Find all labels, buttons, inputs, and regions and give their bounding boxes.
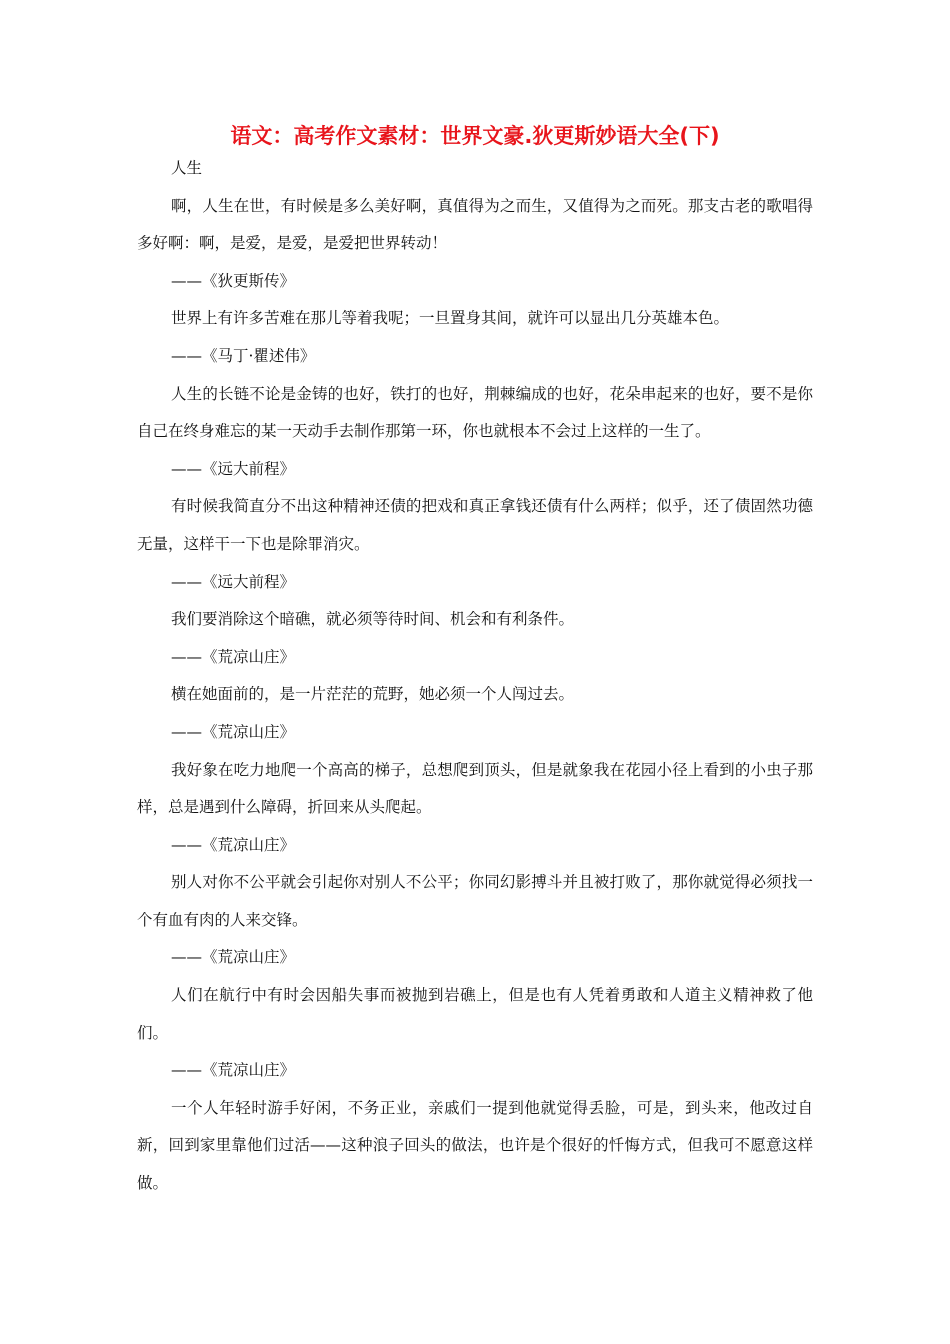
quote-paragraph: 一个人年轻时游手好闲，不务正业，亲戚们一提到他就觉得丢脸，可是，到头来，他改过自新，回到家里靠他们过活——这种浪子回头的做法，也许是个很好的忏悔方式，但我可不愿意这样做。 — [137, 1098, 813, 1193]
document-body — [137, 150, 813, 1203]
section-heading: 人生 — [171, 159, 203, 177]
quote-source: ——《马丁·瞿述伟》 — [171, 346, 316, 365]
quote-source: ——《荒凉山庄》 — [171, 647, 296, 666]
quote-paragraph: 我们要消除这个暗礁，就必须等待时间、机会和有利条件。 — [171, 610, 575, 629]
quote-paragraph: 有时候我简直分不出这种精神还债的把戏和真正拿钱还债有什么两样；似乎，还了债固然功德无量，这样干一下也是除罪消灾。 — [137, 497, 813, 553]
quote-paragraph: 人生的长链不论是金铸的也好，铁打的也好，荆棘编成的也好，花朵串起来的也好，要不是你自己在终身难忘的某一天动手去制作那第一环，你也就根本不会过上这样的一生了。 — [137, 384, 813, 441]
quote-source: ——《荒凉山庄》 — [171, 835, 296, 854]
quote-source: ——《远大前程》 — [171, 459, 296, 478]
quote-source: ——《远大前程》 — [171, 572, 296, 591]
quote-source: ——《荒凉山庄》 — [171, 948, 296, 967]
quote-paragraph: 别人对你不公平就会引起你对别人不公平；你同幻影搏斗并且被打败了，那你就觉得必须找一个有血有肉的人来交锋。 — [137, 873, 813, 929]
quote-source: ——《荒凉山庄》 — [171, 722, 296, 741]
quote-paragraph: 人们在航行中有时会因船失事而被抛到岩礁上，但是也有人凭着勇敢和人道主义精神救了他们。 — [137, 986, 813, 1042]
quote-source: ——《狄更斯传》 — [171, 271, 296, 290]
document-title: 语文：高考作文素材：世界文豪.狄更斯妙语大全(下) — [230, 124, 720, 148]
quote-paragraph: 啊，人生在世，有时候是多么美好啊，真值得为之而生，又值得为之而死。那支古老的歌唱得多好啊：啊，是爱，是爱，是爱把世界转动！ — [137, 196, 813, 253]
quote-paragraph: 横在她面前的，是一片茫茫的荒野，她必须一个人闯过去。 — [171, 685, 575, 704]
quote-paragraph: 我好象在吃力地爬一个高高的梯子，总想爬到顶头，但是就象我在花园小径上看到的小虫子那样，总是遇到什么障碍，折回来从头爬起。 — [137, 760, 813, 817]
quote-source: ——《荒凉山庄》 — [171, 1061, 296, 1080]
quote-paragraph: 世界上有许多苦难在那儿等着我呢；一旦置身其间，就许可以显出几分英雄本色。 — [171, 309, 730, 328]
